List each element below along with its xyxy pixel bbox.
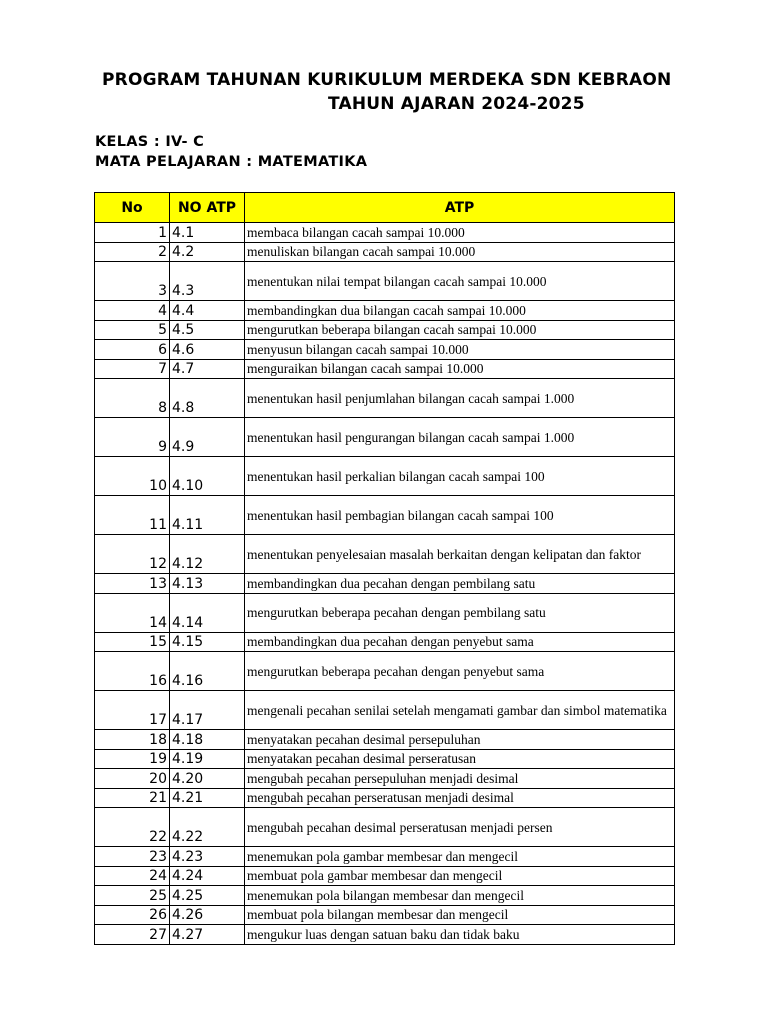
cell-atp: menyusun bilangan cacah sampai 10.000: [245, 340, 675, 360]
cell-atp: menyatakan pecahan desimal persepuluhan: [245, 730, 675, 750]
cell-no-atp: 4.7: [170, 359, 245, 379]
cell-no-atp: 4.15: [170, 632, 245, 652]
cell-no: 22: [95, 808, 170, 847]
table-row: [95, 496, 675, 535]
cell-no: 25: [95, 886, 170, 906]
cell-no-atp: 4.19: [170, 749, 245, 769]
cell-no: 12: [95, 535, 170, 574]
cell-no-atp: 4.3: [170, 262, 245, 301]
cell-no: 21: [95, 788, 170, 808]
cell-no: 4: [95, 301, 170, 321]
cell-no: 24: [95, 866, 170, 886]
table-row: [95, 886, 675, 906]
cell-no: 27: [95, 925, 170, 945]
table-row: [95, 730, 675, 750]
cell-no-atp: 4.14: [170, 593, 245, 632]
cell-atp: menguraikan bilangan cacah sampai 10.000: [245, 359, 675, 379]
cell-no-atp: 4.27: [170, 925, 245, 945]
column-header-no-atp: NO ATP: [170, 193, 245, 223]
cell-atp: membaca bilangan cacah sampai 10.000: [245, 223, 675, 243]
cell-no-atp: 4.6: [170, 340, 245, 360]
cell-no: 26: [95, 905, 170, 925]
table-body: [95, 223, 675, 945]
table-row: [95, 847, 675, 867]
cell-atp: menentukan hasil perkalian bilangan cacah sampai 100: [245, 457, 675, 496]
table-row: [95, 457, 675, 496]
cell-no: 5: [95, 320, 170, 340]
cell-no-atp: 4.4: [170, 301, 245, 321]
cell-no-atp: 4.24: [170, 866, 245, 886]
cell-no-atp: 4.9: [170, 418, 245, 457]
cell-no: 8: [95, 379, 170, 418]
table-row: [95, 379, 675, 418]
document-subtitle: TAHUN AJARAN 2024-2025: [328, 94, 585, 114]
cell-no: 17: [95, 691, 170, 730]
cell-no: 15: [95, 632, 170, 652]
cell-atp: menyatakan pecahan desimal perseratusan: [245, 749, 675, 769]
cell-no: 13: [95, 574, 170, 594]
cell-no-atp: 4.2: [170, 242, 245, 262]
cell-atp: menentukan hasil pembagian bilangan cacah sampai 100: [245, 496, 675, 535]
cell-no-atp: 4.8: [170, 379, 245, 418]
table-row: [95, 788, 675, 808]
cell-no: 16: [95, 652, 170, 691]
column-header-no: No: [95, 193, 170, 223]
cell-no: 19: [95, 749, 170, 769]
document-title: PROGRAM TAHUNAN KURIKULUM MERDEKA SDN KEBRAON: [102, 70, 672, 90]
cell-no-atp: 4.10: [170, 457, 245, 496]
cell-no: 23: [95, 847, 170, 867]
cell-atp: membandingkan dua pecahan dengan penyebut sama: [245, 632, 675, 652]
cell-no: 1: [95, 223, 170, 243]
cell-no-atp: 4.26: [170, 905, 245, 925]
cell-no: 18: [95, 730, 170, 750]
table-header: [95, 193, 675, 223]
cell-no: 11: [95, 496, 170, 535]
cell-atp: membandingkan dua pecahan dengan pembilang satu: [245, 574, 675, 594]
table-row: [95, 593, 675, 632]
cell-no-atp: 4.25: [170, 886, 245, 906]
cell-atp: menentukan hasil pengurangan bilangan cacah sampai 1.000: [245, 418, 675, 457]
cell-atp: mengurutkan beberapa pecahan dengan pembilang satu: [245, 593, 675, 632]
table-row: [95, 340, 675, 360]
cell-atp: mengurutkan beberapa pecahan dengan penyebut sama: [245, 652, 675, 691]
cell-atp: mengubah pecahan persepuluhan menjadi desimal: [245, 769, 675, 789]
cell-no: 10: [95, 457, 170, 496]
table-row: [95, 925, 675, 945]
table-row: [95, 808, 675, 847]
cell-atp: menemukan pola gambar membesar dan mengecil: [245, 847, 675, 867]
table-row: [95, 535, 675, 574]
cell-no: 6: [95, 340, 170, 360]
cell-atp: menemukan pola bilangan membesar dan mengecil: [245, 886, 675, 906]
cell-no: 2: [95, 242, 170, 262]
table-row: [95, 905, 675, 925]
cell-no-atp: 4.23: [170, 847, 245, 867]
atp-table: [94, 192, 675, 945]
table-row: [95, 359, 675, 379]
table-row: [95, 242, 675, 262]
column-header-atp: ATP: [245, 193, 675, 223]
cell-no-atp: 4.18: [170, 730, 245, 750]
table-row: [95, 691, 675, 730]
cell-atp: membuat pola bilangan membesar dan mengecil: [245, 905, 675, 925]
cell-no: 3: [95, 262, 170, 301]
cell-no-atp: 4.20: [170, 769, 245, 789]
cell-atp: membandingkan dua bilangan cacah sampai 10.000: [245, 301, 675, 321]
cell-no-atp: 4.11: [170, 496, 245, 535]
cell-no: 9: [95, 418, 170, 457]
table-row: [95, 320, 675, 340]
cell-atp: mengubah pecahan perseratusan menjadi desimal: [245, 788, 675, 808]
cell-atp: mengenali pecahan senilai setelah mengamati gambar dan simbol matematika: [245, 691, 675, 730]
cell-no-atp: 4.16: [170, 652, 245, 691]
table-row: [95, 574, 675, 594]
cell-atp: mengubah pecahan desimal perseratusan menjadi persen: [245, 808, 675, 847]
cell-atp: menuliskan bilangan cacah sampai 10.000: [245, 242, 675, 262]
cell-no: 20: [95, 769, 170, 789]
subject-label: MATA PELAJARAN : MATEMATIKA: [95, 154, 368, 170]
cell-atp: mengurutkan beberapa bilangan cacah sampai 10.000: [245, 320, 675, 340]
cell-no-atp: 4.21: [170, 788, 245, 808]
table-row: [95, 632, 675, 652]
cell-no-atp: 4.12: [170, 535, 245, 574]
cell-atp: menentukan nilai tempat bilangan cacah sampai 10.000: [245, 262, 675, 301]
cell-atp: menentukan penyelesaian masalah berkaitan dengan kelipatan dan faktor: [245, 535, 675, 574]
table-row: [95, 866, 675, 886]
cell-atp: mengukur luas dengan satuan baku dan tidak baku: [245, 925, 675, 945]
cell-no-atp: 4.5: [170, 320, 245, 340]
cell-no-atp: 4.1: [170, 223, 245, 243]
table-row: [95, 262, 675, 301]
cell-no-atp: 4.13: [170, 574, 245, 594]
cell-atp: menentukan hasil penjumlahan bilangan cacah sampai 1.000: [245, 379, 675, 418]
cell-atp: membuat pola gambar membesar dan mengecil: [245, 866, 675, 886]
cell-no-atp: 4.22: [170, 808, 245, 847]
class-label: KELAS : IV- C: [95, 134, 205, 150]
table-row: [95, 749, 675, 769]
table-row: [95, 301, 675, 321]
cell-no: 7: [95, 359, 170, 379]
cell-no: 14: [95, 593, 170, 632]
cell-no-atp: 4.17: [170, 691, 245, 730]
table-row: [95, 652, 675, 691]
table-row: [95, 223, 675, 243]
table-header-row: [95, 193, 675, 223]
table-row: [95, 769, 675, 789]
table-row: [95, 418, 675, 457]
